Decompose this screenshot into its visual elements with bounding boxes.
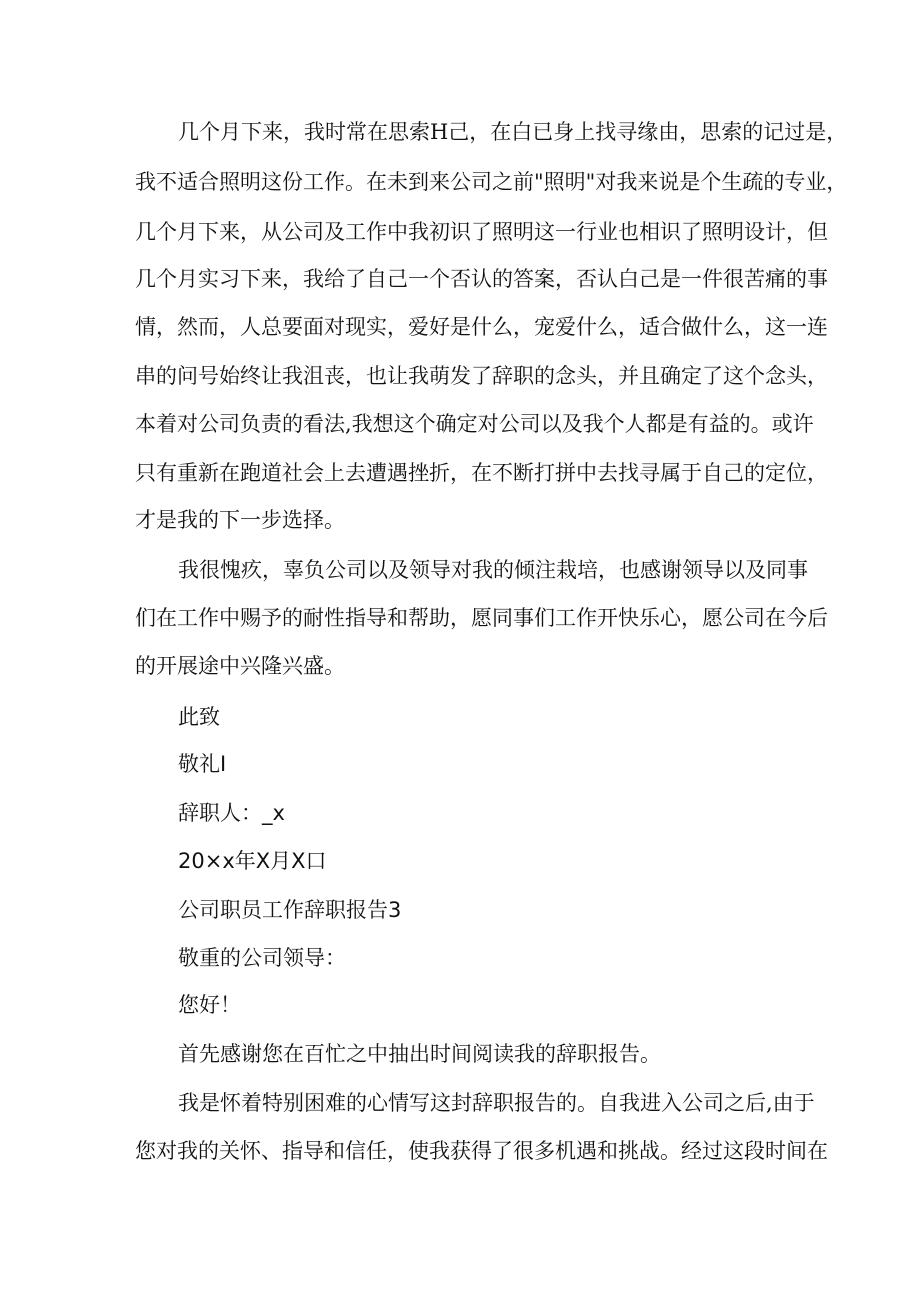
closing-salutation: 此致 xyxy=(178,705,220,729)
body-text-line: 我不适合照明这份工作。在未到来公司之前"照明"对我来说是个生疏的专业， xyxy=(135,170,848,194)
body-text-line: 您对我的关怀、指导和信任，使我获得了很多机遇和挑战。经过这段时间在 xyxy=(135,1139,828,1163)
greeting: 敬重的公司领导： xyxy=(178,946,346,970)
body-text-line: 我很愧疚，辜负公司以及领导对我的倾注栽培，也感谢领导以及同事 xyxy=(178,558,808,582)
body-text-line: 串的问号始终让我沮丧，也让我萌发了辞职的念头，并且确定了这个念头， xyxy=(135,364,828,388)
date-line: 20×x年X月X口 xyxy=(178,849,327,873)
body-text-line: 我是怀着特别困难的心情写这封辞职报告的。自我进入公司之后,由于 xyxy=(178,1091,815,1115)
body-text-line: 们在工作中赐予的耐性指导和帮助，愿同事们工作开快乐心，愿公司在今后 xyxy=(135,606,828,630)
resigner-line: 辞职人：_x xyxy=(178,801,285,825)
body-text-line: 几个月下来，我时常在思索H己，在白已身上找寻缘由，思索的记过是， xyxy=(178,120,848,144)
body-text-line: 只有重新在跑道社会上去遭遇挫折，在不断打拼中去找寻属于自己的定位， xyxy=(135,461,828,485)
body-text-line: 几个月下来，从公司及工作中我初识了照明这一行业也相识了照明设计，但 xyxy=(135,220,828,244)
closing-respect: 敬礼I xyxy=(178,752,227,776)
hello-line: 您好！ xyxy=(178,993,241,1017)
body-text-line: 情，然而，人总要面对现实，爱好是什么，宠爱什么，适合做什么，这一连 xyxy=(135,315,828,339)
body-text-line: 本着对公司负责的看法,我想这个确定对公司以及我个人都是有益的。或许 xyxy=(135,412,814,436)
body-text-line: 的开展途中兴隆兴盛。 xyxy=(135,654,345,678)
body-text-line: 几个月实习下来，我给了自己一个否认的答案，否认白己是一件很苦痛的事 xyxy=(135,267,828,291)
body-text-line: 才是我的下一步选择。 xyxy=(135,508,345,532)
section-title: 公司职员工作辞职报告3 xyxy=(178,898,402,922)
intro-line: 首先感谢您在百忙之中抽出时间阅读我的辞职报告。 xyxy=(178,1042,661,1066)
